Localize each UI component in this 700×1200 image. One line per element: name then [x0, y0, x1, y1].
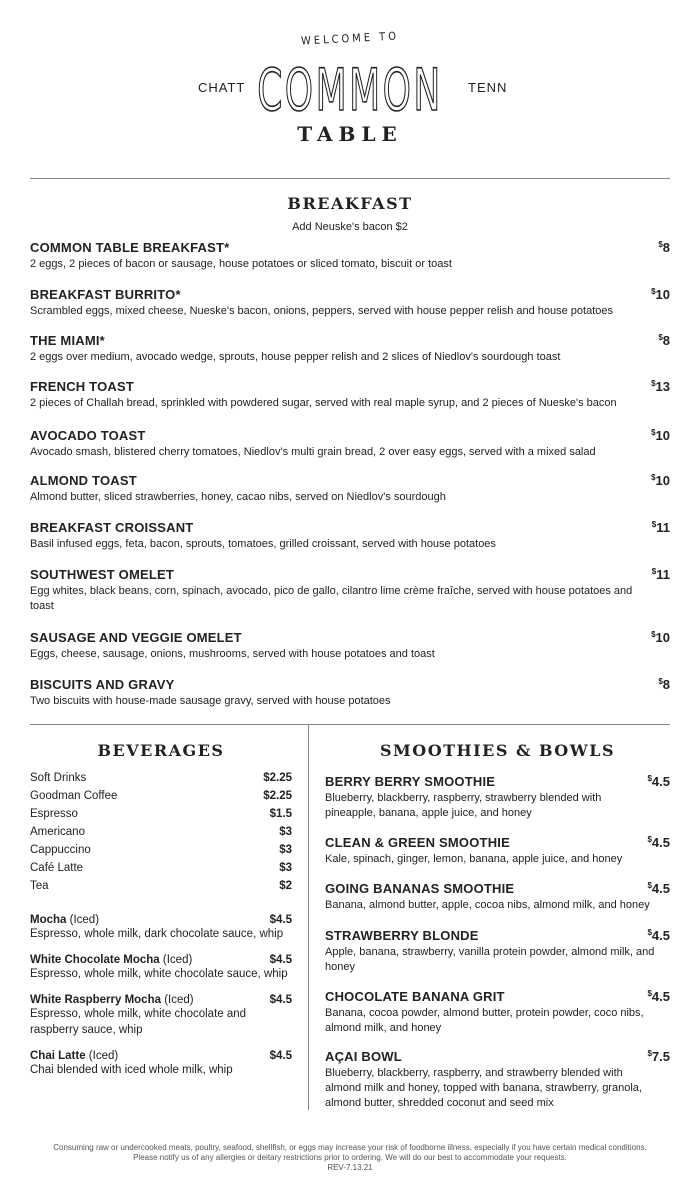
drink-tag: (Iced)	[88, 1050, 119, 1062]
menu-item	[30, 240, 670, 272]
item-name: SAUSAGE AND VEGGIE OMELET	[30, 630, 242, 645]
special-drink	[30, 954, 292, 982]
item-name: CHOCOLATE BANANA GRIT	[325, 989, 505, 1004]
beverage-price: $3	[279, 826, 292, 838]
beverage-price: $3	[279, 862, 292, 874]
item-price: $4.5	[647, 835, 670, 850]
divider	[30, 724, 670, 725]
beverage-price: $2	[279, 880, 292, 892]
menu-item	[30, 333, 670, 365]
drink-price: $4.5	[269, 1050, 292, 1062]
footer-revision: REV-7.13.21	[327, 1163, 373, 1172]
smoothies-title: SMOOTHIES & BOWLS	[379, 741, 615, 760]
menu-item	[30, 473, 670, 505]
item-description: Basil infused eggs, feta, bacon, sprouts, tomatoes, grilled croissant, served with house potatoes	[30, 538, 496, 550]
logo-table: TABLE	[297, 122, 403, 146]
price-value: 11	[656, 567, 670, 582]
bacon-note: Add Neuske's bacon $2	[292, 221, 408, 233]
drink-tag: (Iced)	[162, 954, 193, 966]
beverage-row	[30, 808, 292, 826]
item-price: $4.5	[647, 881, 670, 896]
item-price: $10	[651, 630, 670, 645]
beverage-row	[30, 772, 292, 790]
item-price: $8	[658, 677, 670, 692]
item-description: Almond butter, sliced strawberries, honey, cacao nibs, served on Niedlov's sourdough	[30, 491, 446, 503]
beverage-price: $2.25	[263, 772, 292, 784]
menu-item	[30, 287, 670, 319]
price-value: 10	[655, 630, 670, 645]
drink-name: Chai Latte	[30, 1050, 86, 1062]
footer	[0, 1143, 700, 1173]
menu-item	[325, 835, 670, 867]
menu-item	[30, 677, 670, 709]
item-name: STRAWBERRY BLONDE	[325, 928, 479, 943]
item-description: 2 pieces of Challah bread, sprinkled with powdered sugar, served with real maple syrup, and 2 pieces of Nueske's bacon	[30, 397, 617, 409]
item-name: THE MIAMI*	[30, 333, 105, 348]
item-name: BISCUITS AND GRAVY	[30, 677, 175, 692]
column-divider	[308, 724, 309, 1110]
price-value: 4.5	[651, 989, 670, 1004]
item-name: FRENCH TOAST	[30, 379, 134, 394]
price-value: 7.5	[651, 1049, 670, 1064]
item-price: $8	[658, 333, 670, 348]
price-value: 10	[655, 287, 670, 302]
item-description: Banana, cocoa powder, almond butter, protein powder, coco nibs, almond milk, and honey	[325, 1007, 644, 1034]
price-value: 11	[656, 520, 670, 535]
menu-item	[30, 567, 670, 614]
breakfast-title: BREAKFAST	[287, 194, 413, 213]
divider	[30, 178, 670, 179]
item-name: GOING BANANAS SMOOTHIE	[325, 881, 515, 896]
item-price: $10	[651, 428, 670, 443]
beverage-name: Espresso	[30, 808, 78, 820]
footer-warning: Consuming raw or undercooked meats, poultry, seafood, shellfish, or eggs may increase your risk of foodborne illness, especially if you have certain medical conditions.	[53, 1143, 647, 1152]
drink-name: White Raspberry Mocha	[30, 994, 161, 1006]
item-description: 2 eggs, 2 pieces of bacon or sausage, house potatoes or sliced tomato, biscuit or toast	[30, 258, 452, 270]
drink-price: $4.5	[269, 914, 292, 926]
item-name: AVOCADO TOAST	[30, 428, 146, 443]
item-description: 2 eggs over medium, avocado wedge, sprouts, house pepper relish and 2 slices of Niedlov's sourdough toast	[30, 351, 561, 363]
item-description: Blueberry, blackberry, raspberry, and strawberry blended with almond milk and honey, topped with banana, strawberry, granola, almond butter, shredded coconut and seed mix	[325, 1067, 642, 1109]
menu-item	[325, 774, 670, 821]
price-value: 4.5	[651, 928, 670, 943]
beverage-name: Soft Drinks	[30, 772, 87, 784]
item-price: $11	[651, 520, 670, 535]
beverage-name: Café Latte	[30, 862, 84, 874]
menu-item	[30, 520, 670, 552]
menu-item	[325, 989, 670, 1036]
menu-item	[30, 379, 670, 411]
item-description: Eggs, cheese, sausage, onions, mushrooms, served with house potatoes and toast	[30, 648, 435, 660]
special-drink	[30, 914, 292, 942]
price-value: 10	[655, 428, 670, 443]
drink-price: $4.5	[269, 994, 292, 1006]
beverage-row	[30, 790, 292, 808]
item-description: Two biscuits with house-made sausage gravy, served with house potatoes	[30, 695, 391, 707]
item-name: CLEAN & GREEN SMOOTHIE	[325, 835, 510, 850]
special-drink	[30, 994, 292, 1038]
city-right: TENN	[468, 80, 508, 95]
item-description: Apple, banana, strawberry, vanilla protein powder, almond milk, and honey	[325, 946, 655, 973]
item-name: SOUTHWEST OMELET	[30, 567, 175, 582]
drink-name: Mocha	[30, 914, 67, 926]
drink-description: Espresso, whole milk, white chocolate sauce, whip	[30, 968, 288, 980]
beverages-title: BEVERAGES	[97, 741, 225, 760]
beverage-row	[30, 826, 292, 844]
item-price: $8	[658, 240, 670, 255]
price-value: 4.5	[651, 835, 670, 850]
beverage-name: Americano	[30, 826, 85, 838]
item-name: ALMOND TOAST	[30, 473, 137, 488]
item-name: AÇAI BOWL	[325, 1049, 402, 1064]
menu-item	[30, 428, 670, 460]
menu-item	[325, 881, 670, 913]
item-description: Banana, almond butter, apple, cocoa nibs, almond milk, and honey	[325, 899, 650, 911]
drink-description: Espresso, whole milk, dark chocolate sauce, whip	[30, 928, 284, 940]
item-price: $4.5	[647, 928, 670, 943]
item-description: Egg whites, black beans, corn, spinach, avocado, pico de gallo, cilantro lime crème fraîche, served with house potatoes and toast	[30, 585, 633, 612]
item-price: $10	[651, 287, 670, 302]
item-name: BREAKFAST BURRITO*	[30, 287, 181, 302]
beverage-name: Goodman Coffee	[30, 790, 118, 802]
beverage-name: Tea	[30, 880, 49, 892]
menu-item	[325, 928, 670, 975]
beverage-row	[30, 880, 292, 898]
item-price: $11	[651, 567, 670, 582]
beverage-name: Cappuccino	[30, 844, 91, 856]
price-value: 8	[662, 677, 670, 692]
item-price: $4.5	[647, 989, 670, 1004]
city-left: CHATT	[198, 80, 246, 95]
item-price: $7.5	[647, 1049, 670, 1064]
welcome-text: WELCOME TO	[300, 29, 400, 48]
drink-description: Chai blended with iced whole milk, whip	[30, 1064, 233, 1076]
price-value: 10	[655, 473, 670, 488]
item-price: $4.5	[647, 774, 670, 789]
price-value: 4.5	[651, 881, 670, 896]
item-description: Blueberry, blackberry, raspberry, strawberry blended with pineapple, banana, apple juice, and honey	[325, 792, 602, 819]
item-description: Kale, spinach, ginger, lemon, banana, apple juice, and honey	[325, 853, 623, 865]
price-value: 4.5	[651, 774, 670, 789]
logo-common: COMMON	[257, 56, 443, 124]
drink-tag: (Iced)	[69, 914, 100, 926]
price-value: 8	[662, 240, 670, 255]
beverage-price: $1.5	[269, 808, 292, 820]
beverage-price: $3	[279, 844, 292, 856]
item-name: BREAKFAST CROISSANT	[30, 520, 194, 535]
item-description: Avocado smash, blistered cherry tomatoes, Niedlov's multi grain bread, 2 over easy eggs, served with a mixed salad	[30, 446, 596, 458]
price-value: 13	[655, 379, 670, 394]
drink-name: White Chocolate Mocha	[30, 954, 160, 966]
item-price: $10	[651, 473, 670, 488]
drink-price: $4.5	[269, 954, 292, 966]
beverage-price: $2.25	[263, 790, 292, 802]
item-name: COMMON TABLE BREAKFAST*	[30, 240, 230, 255]
beverage-list	[30, 772, 292, 1078]
menu-item	[30, 630, 670, 662]
drink-tag: (Iced)	[164, 994, 194, 1006]
footer-allergy: Please notify us of any allergies or deitary restrictions prior to ordering. We will do our best to accommodate your requests.	[133, 1153, 567, 1162]
price-value: 8	[662, 333, 670, 348]
special-drink	[30, 1050, 292, 1078]
drink-description: Espresso, whole milk, white chocolate and raspberry sauce, whip	[30, 1008, 247, 1036]
menu-item	[325, 1049, 670, 1111]
item-price: $13	[651, 379, 670, 394]
item-description: Scrambled eggs, mixed cheese, Nueske's bacon, onions, peppers, served with house pepper relish and house potatoes	[30, 305, 614, 317]
beverage-row	[30, 862, 292, 880]
item-name: BERRY BERRY SMOOTHIE	[325, 774, 496, 789]
beverage-row	[30, 844, 292, 862]
